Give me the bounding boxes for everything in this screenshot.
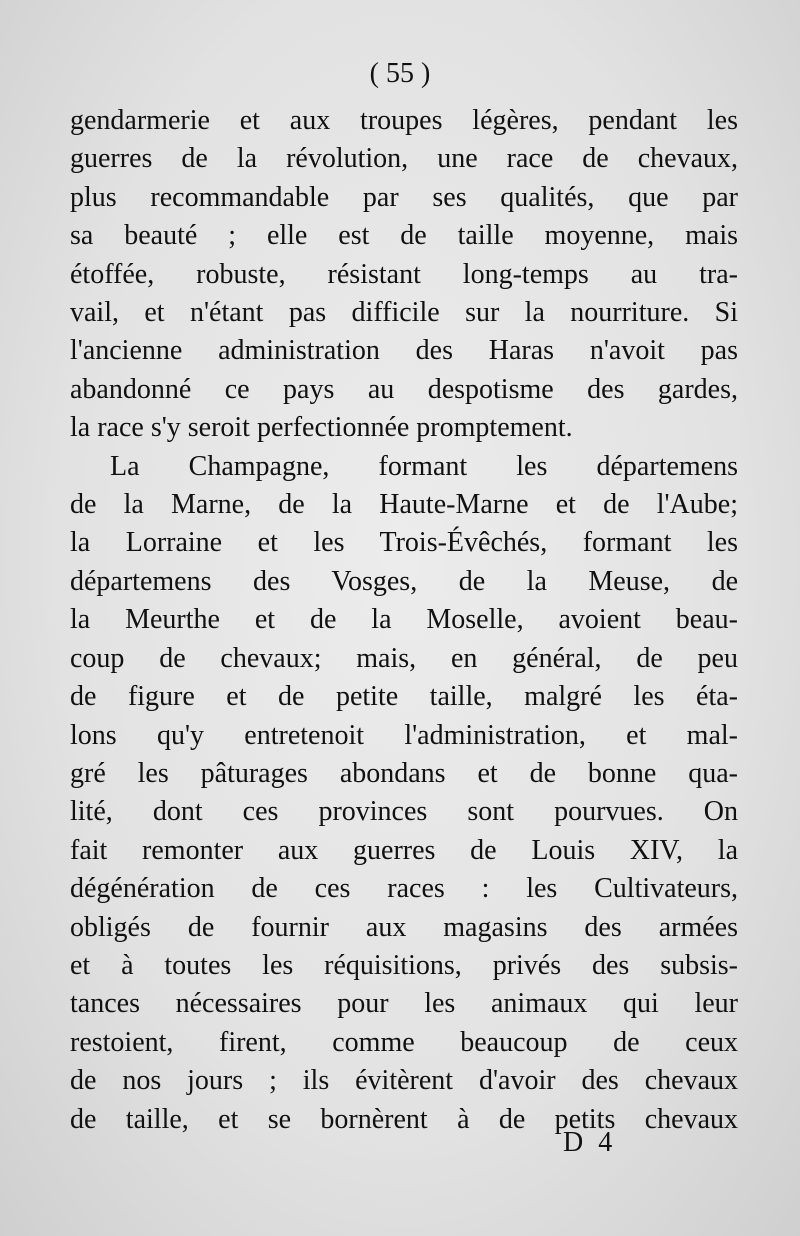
text-line: fait remonter aux guerres de Louis XIV, la [70,834,738,866]
text-line: de figure et de petite taille, malgré les éta- [70,681,738,713]
text-line: guerres de la révolution, une race de chevaux, [70,143,738,175]
text-line: la Lorraine et les Trois-Évêchés, formant les [70,527,738,559]
text-line: départemens des Vosges, de la Meuse, de [70,565,738,597]
text-line: la Meurthe et de la Moselle, avoient beau- [70,604,738,636]
signature-mark: D 4 [563,1127,617,1158]
text-line: dégénération de ces races : les Cultivateurs, [70,873,738,905]
text-line: gré les pâturages abondans et de bonne qua- [70,757,738,789]
body-text [70,102,738,1139]
text-line: étoffée, robuste, résistant long-temps au tra- [70,258,738,290]
text-line: abandonné ce pays au despotisme des gardes, [70,373,738,405]
text-line: plus recommandable par ses qualités, que par [70,181,738,213]
text-line: la race s'y seroit perfectionnée promptement. [70,412,573,444]
text-line: et à toutes les réquisitions, privés des subsis- [70,949,738,981]
text-line: La Champagne, formant les départemens [110,450,738,482]
text-line: sa beauté ; elle est de taille moyenne, mais [70,220,738,252]
text-line: gendarmerie et aux troupes légères, pendant les [70,105,738,136]
text-line: coup de chevaux; mais, en général, de peu [70,642,738,674]
text-line: vail, et n'étant pas difficile sur la nourriture. Si [70,297,738,329]
text-line: lons qu'y entretenoit l'administration, et mal- [70,719,738,751]
text-line: de taille, et se bornèrent à de petits chevaux [70,1103,738,1135]
text-line: de la Marne, de la Haute-Marne et de l'Aube; [70,489,738,521]
text-line: restoient, firent, comme beaucoup de ceux [70,1026,738,1058]
text-line: obligés de fournir aux magasins des armées [70,911,738,943]
text-line: tances nécessaires pour les animaux qui leur [70,988,738,1020]
page-number: ( 55 ) [369,58,431,89]
text-line: l'ancienne administration des Haras n'avoit pas [70,335,738,367]
text-line: de nos jours ; ils évitèrent d'avoir des chevaux [70,1065,738,1097]
text-line: lité, dont ces provinces sont pourvues. On [70,796,738,828]
